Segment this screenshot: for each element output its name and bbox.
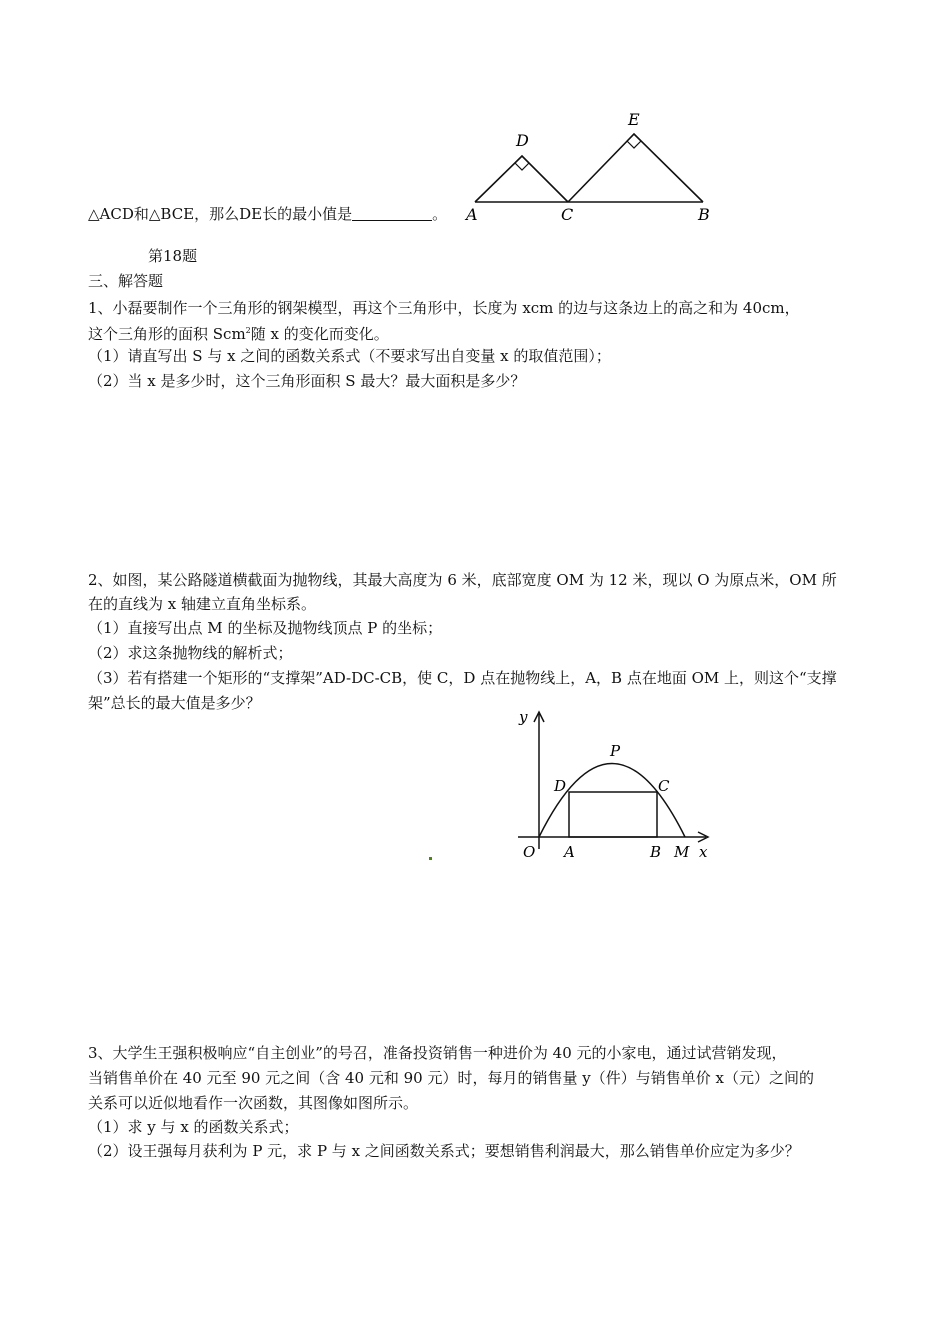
triangle-bce	[568, 134, 703, 202]
label-e: E	[628, 110, 640, 129]
p2-line-2: 在的直线为 x 轴建立直角坐标系。	[88, 595, 316, 613]
p1-line-4: （2）当 x 是多少时，这个三角形面积 S 最大？最大面积是多少？	[88, 372, 526, 390]
stray-mark	[429, 857, 432, 860]
p2-line-5: （3）若有搭建一个矩形的“支撑架”AD-DC-CB，使 C，D 点在抛物线上，A，B 点在地面 OM 上，则这个“支撑	[88, 669, 837, 687]
label-x: x	[699, 843, 708, 861]
p1-line-1: 1、小磊要制作一个三角形的钢架模型，再这个三角形中，长度为 xcm 的边与这条边上的高之和为 40cm，	[88, 299, 800, 317]
p2-line-3: （1）直接写出点 M 的坐标及抛物线顶点 P 的坐标；	[88, 619, 443, 637]
p2-line-1: 2、如图，某公路隧道横截面为抛物线，其最大高度为 6 米，底部宽度 OM 为 12 米，现以 O 为原点米，OM 所	[88, 571, 837, 589]
label-c: C	[561, 205, 574, 224]
triangle-acd	[475, 156, 568, 202]
answer-blank	[352, 206, 432, 221]
p1-line-2-b: 随 x 的变化而变化。	[250, 325, 389, 343]
p3-line-4: （1）求 y 与 x 的函数关系式；	[88, 1118, 299, 1136]
p2-line-6: 架”总长的最大值是多少？	[88, 694, 261, 712]
p3-line-3: 关系可以近似地看作一次函数，其图像如图所示。	[88, 1094, 419, 1112]
label-b: B	[650, 843, 662, 861]
label-c: C	[658, 777, 670, 795]
p3-line-5: （2）设王强每月获利为 P 元，求 P 与 x 之间函数关系式；要想销售利润最大，那么销售单价应定为多少？	[88, 1142, 800, 1160]
q18-tail: 。	[432, 205, 448, 223]
label-a: A	[466, 205, 478, 224]
p3-line-1: 3、大学生王强积极响应“自主创业”的号召，准备投资销售一种进价为 40 元的小家电，通过试营销发现，	[88, 1044, 787, 1062]
parabola-curve	[539, 764, 685, 838]
label-b: B	[698, 205, 710, 224]
section-heading: 三、解答题	[88, 272, 164, 290]
figure-caption: 第18题	[148, 247, 198, 265]
p2-line-4: （2）求这条抛物线的解析式；	[88, 644, 293, 662]
p1-line-2	[88, 321, 389, 344]
p3-line-2: 当销售单价在 40 元至 90 元之间（含 40 元和 90 元）时，每月的销售量 y（件）与销售单价 x（元）之间的	[88, 1069, 814, 1087]
parabola-figure	[510, 704, 720, 864]
label-o: O	[523, 843, 536, 861]
label-a: A	[564, 843, 575, 861]
label-p: P	[610, 742, 621, 760]
label-m: M	[674, 843, 690, 861]
p1-line-3: （1）请直写出 S 与 x 之间的函数关系式（不要求写出自变量 x 的取值范围）；	[88, 347, 611, 365]
label-d: D	[554, 777, 567, 795]
label-y: y	[519, 708, 528, 726]
label-d: D	[516, 131, 529, 150]
triangles-figure	[460, 108, 720, 226]
support-rectangle	[569, 792, 657, 837]
q18-question	[88, 204, 447, 224]
p1-line-2-a: 这个三角形的面积 Scm	[88, 325, 246, 343]
p1-sup: 2	[245, 326, 251, 335]
q18-text: △ACD和△BCE，那么DE长的最小值是	[88, 205, 353, 223]
